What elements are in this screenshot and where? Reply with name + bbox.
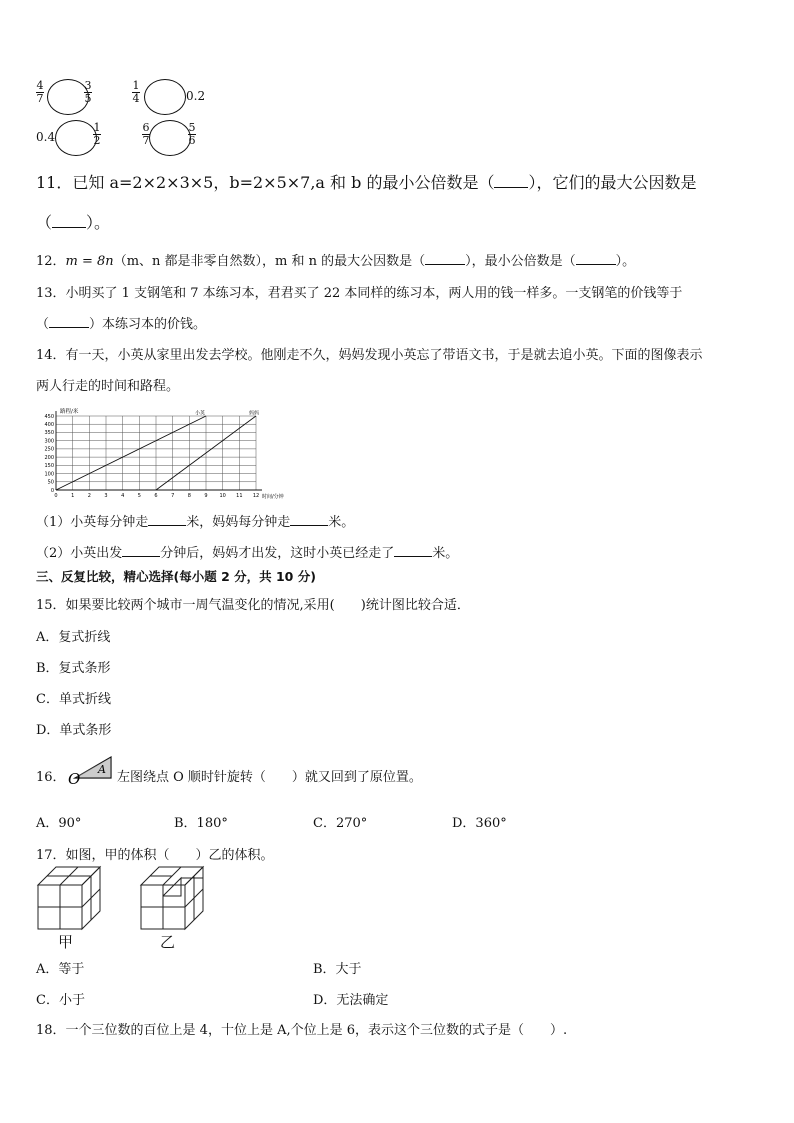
- chart-grid: [56, 416, 256, 490]
- question-11-line1: [36, 170, 696, 193]
- x-axis-label: 时间/分钟: [262, 494, 284, 500]
- q13-text-b: ）本练习本的价钱。: [89, 317, 207, 332]
- decimal-value: 0.4: [36, 130, 56, 144]
- y-tick-label: 300: [44, 438, 54, 445]
- x-tick-label: 5: [137, 493, 141, 499]
- y-tick-label: 100: [44, 471, 54, 478]
- q11-blank-2[interactable]: [52, 227, 86, 228]
- compare-oval[interactable]: [47, 79, 89, 115]
- question-13-line2: [36, 313, 206, 332]
- numerator: 4: [36, 79, 44, 92]
- question-18: 18．一个三位数的百位上是 4，十位上是 A,个位上是 6，表示这个三位数的式子是（ ）.: [36, 1023, 568, 1038]
- point-a-label: A: [98, 763, 106, 776]
- q15-option-a[interactable]: A．复式折线: [36, 630, 111, 645]
- denominator: 6: [188, 134, 196, 147]
- x-tick-label: 1: [71, 493, 75, 499]
- fraction: [84, 80, 92, 105]
- chart-series: [56, 410, 259, 491]
- question-14-line1: 14．有一天，小英从家里出发去学校。他刚走不久，妈妈发现小英忘了带语文书，于是就去追小英。下面的图像表示: [36, 348, 703, 363]
- q13-blank[interactable]: [49, 327, 89, 328]
- question-14-sub1: [36, 511, 354, 530]
- question-13-line1: 13．小明买了 1 支钢笔和 7 本练习本，君君买了 22 本同样的练习本，两人用的钱一样多。一支钢笔的价钱等于: [36, 286, 683, 301]
- q11-text-c: （: [36, 213, 53, 232]
- chart-axes: [56, 411, 262, 490]
- point-o-label: O: [68, 770, 81, 788]
- q15-option-d[interactable]: D．单式条形: [36, 723, 112, 738]
- q15-option-c[interactable]: C．单式折线: [36, 692, 111, 707]
- q12-blank-2[interactable]: [576, 264, 616, 265]
- q16-option-c[interactable]: C．270°: [313, 816, 368, 831]
- q11-text-b: ），它们的最大公因数是: [528, 173, 697, 192]
- denominator: 7: [142, 134, 150, 147]
- x-tick-label: 0: [54, 493, 58, 499]
- question-12: [36, 250, 635, 269]
- y-tick-label: 150: [44, 463, 54, 470]
- q11-text-d: ）。: [86, 213, 111, 232]
- compare-oval[interactable]: [144, 79, 186, 115]
- question-14-line2: 两人行走的时间和路程。: [36, 379, 180, 394]
- rotation-figure: [66, 753, 116, 788]
- q12-formula: m = 8n: [65, 254, 114, 269]
- q13-text-a: （: [36, 317, 50, 332]
- q16-option-a[interactable]: A．90°: [36, 816, 82, 831]
- q16-option-b[interactable]: B．180°: [174, 816, 228, 831]
- numerator: 5: [188, 121, 196, 134]
- q14-blank-1[interactable]: [148, 525, 186, 526]
- q14-sub1-text-a: （1）小英每分钟走: [36, 515, 149, 530]
- cube-figure-jia: [36, 865, 106, 935]
- question-16: 左图绕点 O 顺时针旋转（ ）就又回到了原位置。: [117, 770, 422, 785]
- denominator: 7: [36, 92, 44, 105]
- decimal-value: 0.2: [186, 89, 206, 103]
- series-line: [56, 416, 206, 490]
- x-tick-label: 10: [219, 493, 226, 499]
- y-tick-label: 350: [44, 430, 54, 437]
- q14-blank-4[interactable]: [394, 556, 432, 557]
- q11-blank-1[interactable]: [494, 187, 528, 188]
- question-15: 15．如果要比较两个城市一周气温变化的情况,采用( )统计图比较合适．: [36, 598, 470, 613]
- chart-ticks: [44, 414, 259, 499]
- x-tick-label: 11: [236, 493, 243, 499]
- q12-blank-1[interactable]: [425, 264, 465, 265]
- x-tick-label: 8: [187, 493, 191, 499]
- y-axis-label: 路程/米: [60, 409, 79, 415]
- numerator: 6: [142, 121, 150, 134]
- q17-option-a[interactable]: A．等于: [36, 962, 85, 977]
- y-tick-label: 50: [47, 479, 54, 486]
- series-label: 小英: [194, 410, 206, 417]
- q11-text-a: 11．已知 a=2×2×3×5，b=2×5×7,a 和 b 的最小公倍数是（: [36, 173, 495, 192]
- x-tick-label: 6: [154, 493, 158, 499]
- numerator: 1: [93, 121, 101, 134]
- x-tick-label: 12: [252, 493, 260, 499]
- q14-blank-2[interactable]: [290, 525, 328, 526]
- y-tick-label: 0: [50, 487, 54, 494]
- q15-option-b[interactable]: B．复式条形: [36, 661, 111, 676]
- figure-label-yi: 乙: [160, 933, 176, 951]
- fraction: [93, 122, 101, 147]
- x-tick-label: 4: [121, 493, 125, 499]
- q17-option-d[interactable]: D．无法确定: [313, 993, 389, 1008]
- q16-option-d[interactable]: D．360°: [452, 816, 507, 831]
- q12-number: 12．: [36, 254, 66, 269]
- compare-oval[interactable]: [55, 120, 97, 156]
- numerator: 1: [132, 79, 140, 92]
- q14-sub2-text-b: 分钟后，妈妈才出发，这时小英已经走了: [160, 546, 395, 561]
- q14-sub1-text-b: 米，妈妈每分钟走: [186, 515, 291, 530]
- fraction: [36, 80, 44, 105]
- q12-text-a: （m、n 都是非零自然数），m 和 n 的最大公因数是（: [113, 254, 426, 269]
- denominator: 2: [93, 134, 101, 147]
- distance-time-chart: [30, 404, 284, 502]
- q14-blank-3[interactable]: [122, 556, 160, 557]
- y-tick-label: 200: [44, 454, 54, 461]
- x-tick-label: 7: [171, 493, 175, 499]
- question-17: 17．如图，甲的体积（ ）乙的体积。: [36, 848, 274, 863]
- q12-text-b: ），最小公倍数是（: [465, 254, 576, 269]
- denominator: 4: [132, 92, 140, 105]
- q14-sub2-text-c: 米。: [432, 546, 459, 561]
- y-tick-label: 400: [44, 422, 54, 429]
- fraction: [188, 122, 196, 147]
- q16-number: 16．: [36, 770, 66, 785]
- series-label: 妈妈: [248, 410, 260, 417]
- cube-figure-yi: [139, 865, 209, 935]
- x-tick-label: 3: [104, 493, 108, 499]
- q17-option-b[interactable]: B．大于: [313, 962, 362, 977]
- denominator: 5: [84, 92, 92, 105]
- y-tick-label: 450: [44, 413, 54, 420]
- compare-oval[interactable]: [149, 120, 191, 156]
- question-14-sub2: [36, 542, 458, 561]
- numerator: 3: [84, 79, 92, 92]
- q14-sub2-text-a: （2）小英出发: [36, 546, 123, 561]
- section-title: 三、反复比较，精心选择(每小题 2 分，共 10 分): [36, 569, 316, 584]
- y-tick-label: 250: [44, 446, 54, 453]
- x-tick-label: 9: [204, 493, 208, 499]
- q17-option-c[interactable]: C．小于: [36, 993, 85, 1008]
- q14-sub1-text-c: 米。: [328, 515, 355, 530]
- q12-text-c: ）。: [615, 254, 636, 269]
- fraction: [132, 80, 140, 105]
- figure-label-jia: 甲: [58, 933, 74, 951]
- x-tick-label: 2: [87, 493, 91, 499]
- question-11-line2: [36, 210, 110, 233]
